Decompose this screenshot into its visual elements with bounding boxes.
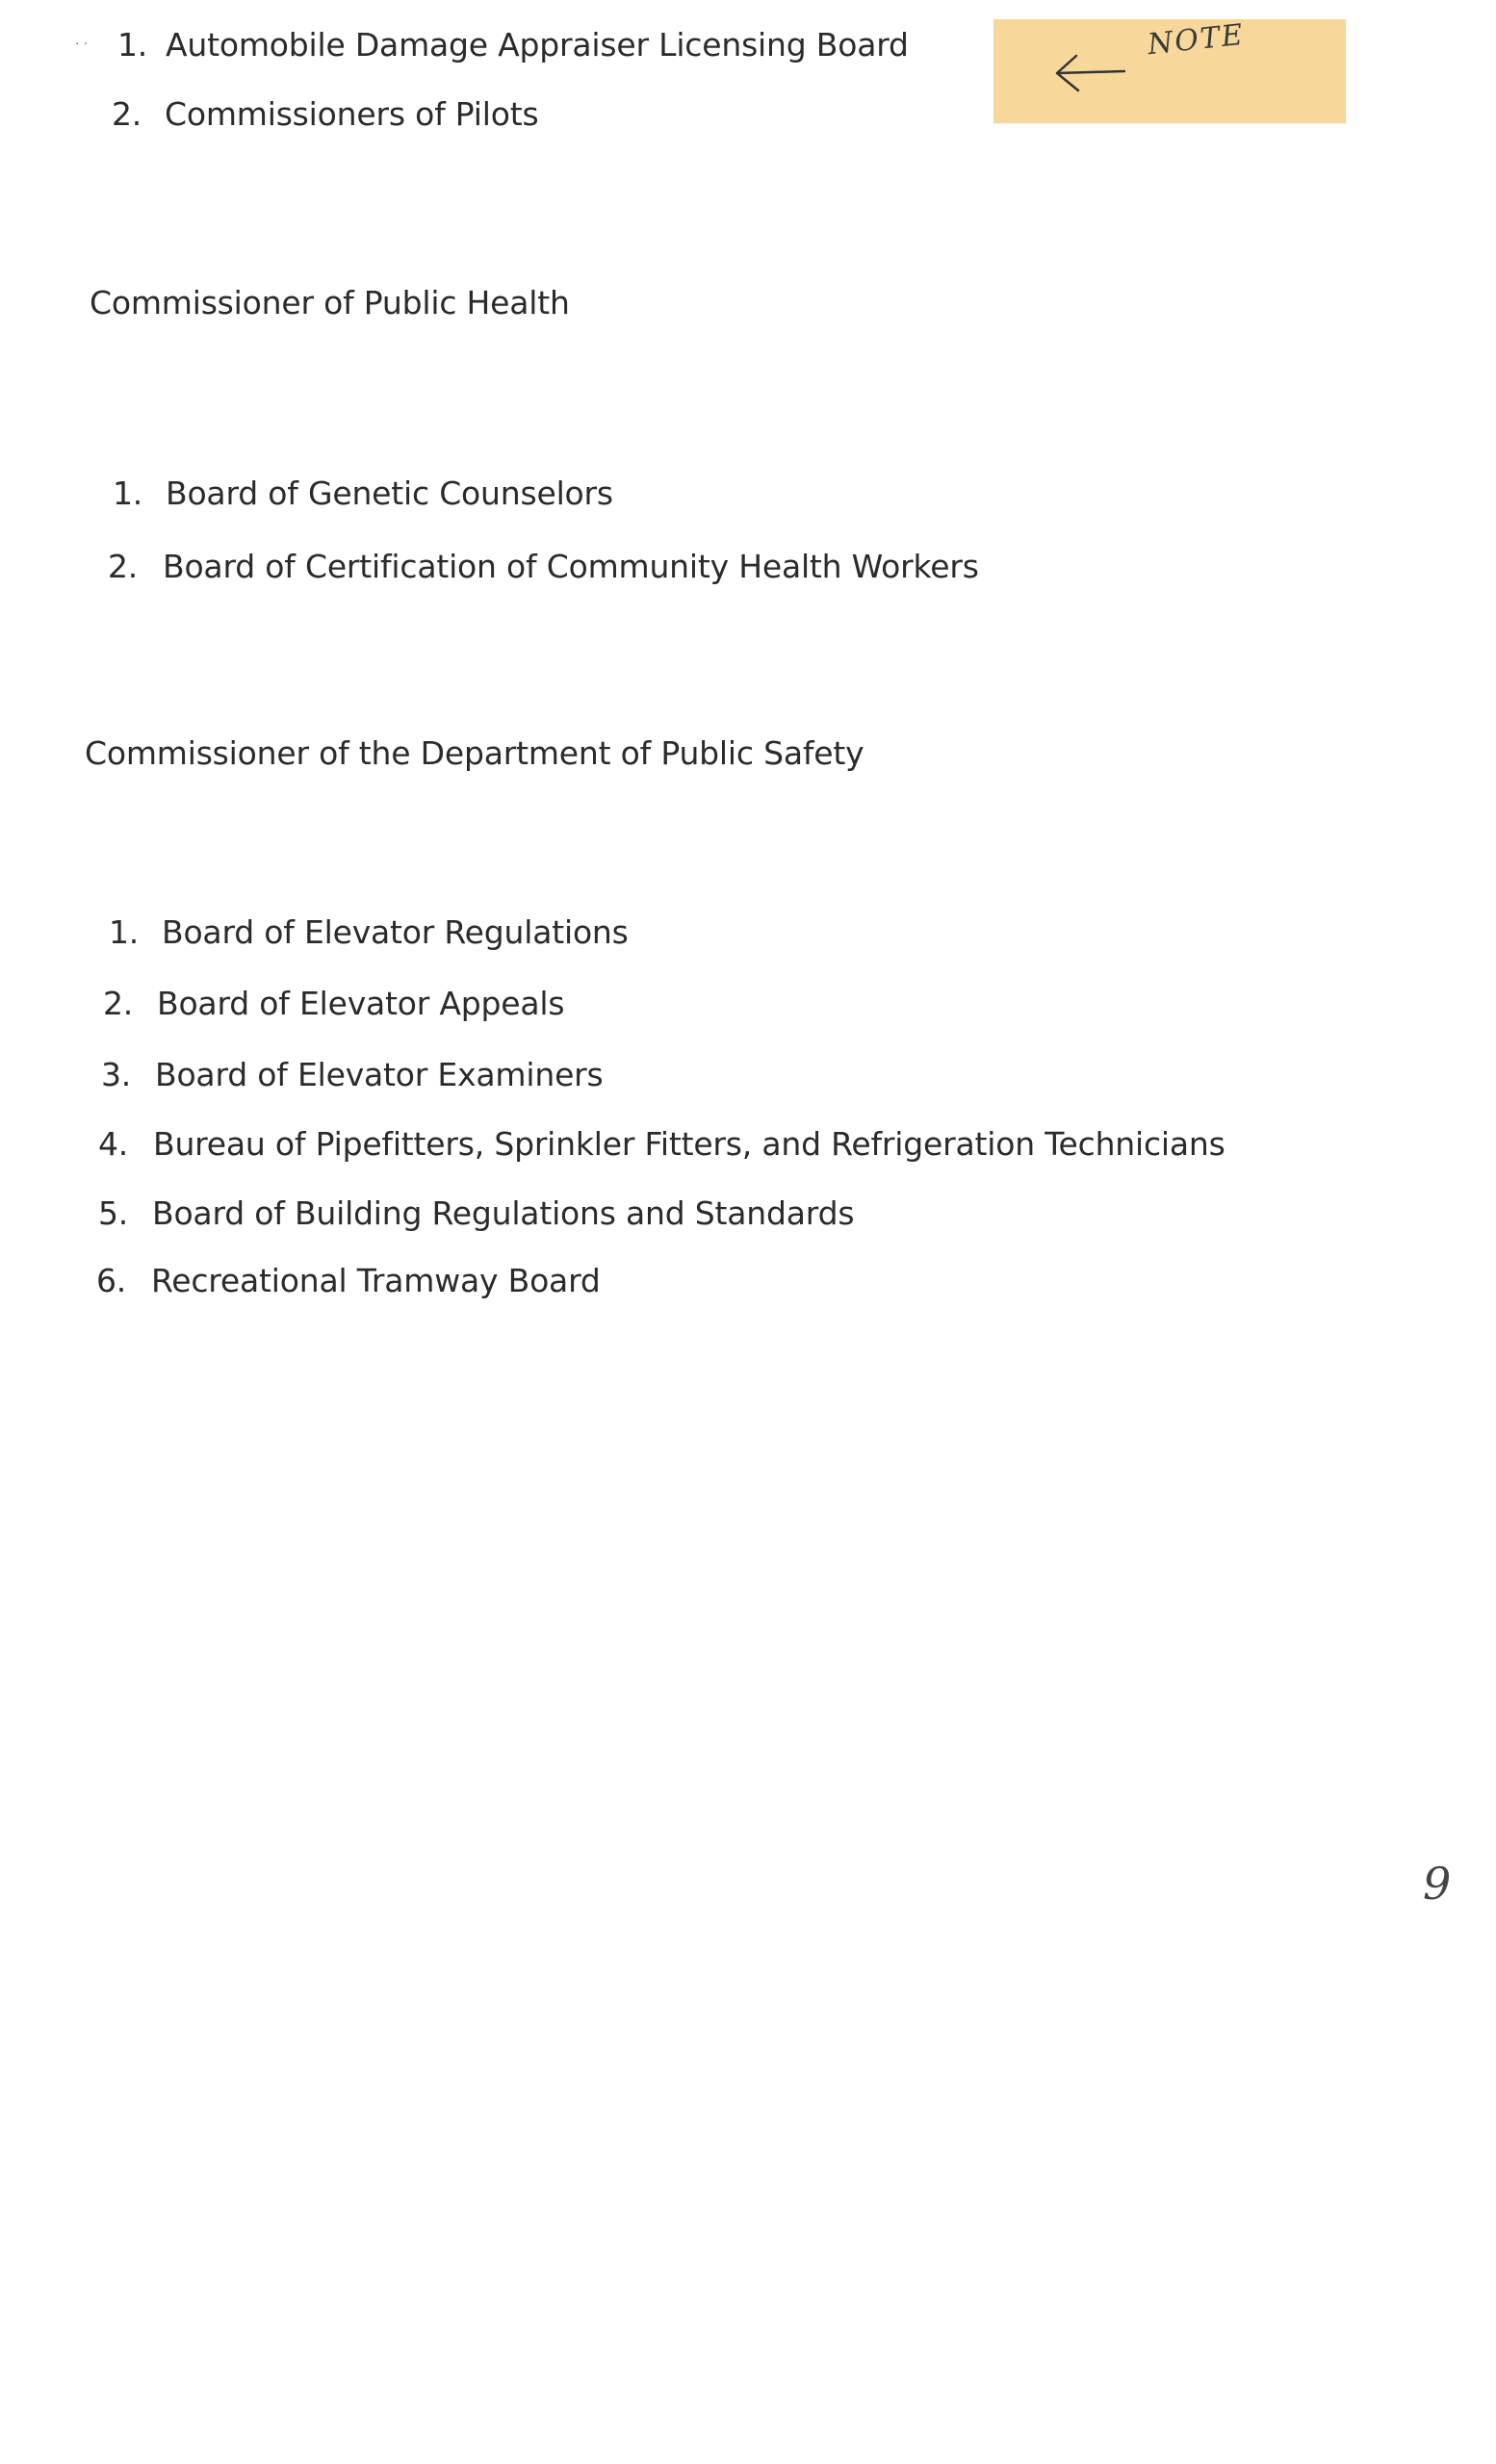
item-label: Commissioners of Pilots: [165, 95, 539, 133]
scan-specks: · ·: [75, 37, 89, 52]
item-number: 6.: [96, 1262, 127, 1299]
item-number: 5.: [98, 1194, 129, 1232]
item-number: 2.: [112, 95, 142, 133]
item-number: 4.: [98, 1125, 129, 1163]
item-number: 2.: [103, 985, 134, 1022]
left-arrow-icon: [1051, 48, 1128, 96]
item-label: Board of Elevator Regulations: [162, 913, 629, 951]
item-number: 1.: [113, 475, 143, 512]
item-label: Automobile Damage Appraiser Licensing Board: [166, 26, 909, 64]
section-heading: Commissioner of the Department of Public Safety: [85, 734, 864, 772]
item-number: 1.: [117, 26, 148, 64]
item-label: Board of Certification of Community Health Workers: [163, 548, 979, 585]
sticky-note: [993, 19, 1346, 123]
item-label: Board of Building Regulations and Standards: [152, 1194, 855, 1232]
item-number: 3.: [101, 1056, 132, 1093]
item-number: 1.: [109, 913, 140, 951]
item-label: Bureau of Pipefitters, Sprinkler Fitters, and Refrigeration Technicians: [153, 1125, 1225, 1163]
item-label: Board of Elevator Appeals: [157, 985, 565, 1022]
item-label: Board of Genetic Counselors: [166, 475, 613, 512]
item-label: Recreational Tramway Board: [151, 1262, 601, 1299]
sticky-note-text: NOTE: [1146, 17, 1247, 63]
item-number: 2.: [108, 548, 139, 585]
item-label: Board of Elevator Examiners: [155, 1056, 604, 1093]
section-heading: Commissioner of Public Health: [90, 284, 570, 321]
page-number: 9: [1423, 1858, 1452, 1910]
